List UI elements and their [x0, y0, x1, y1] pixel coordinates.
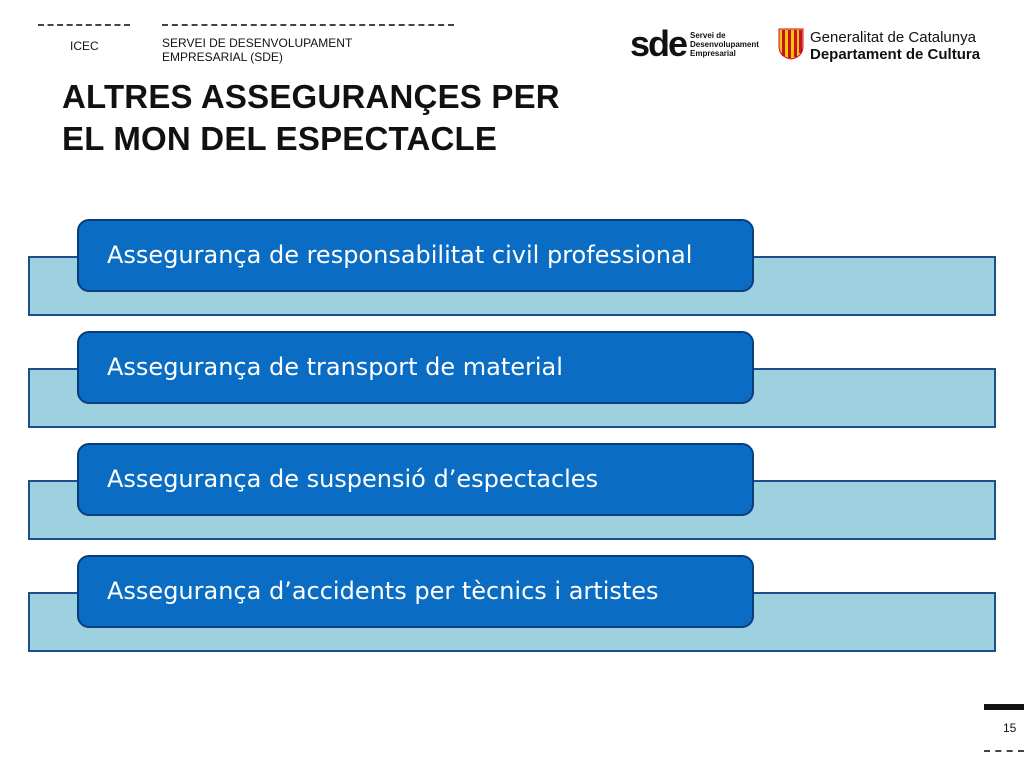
org-short-label: ICEC — [70, 39, 99, 53]
list-item: Assegurança de suspensió d’espectacles — [77, 443, 754, 516]
sde-logo — [630, 23, 759, 66]
sde-logo-sub1: Servei de — [690, 31, 726, 40]
page-number: 15 — [1003, 721, 1017, 735]
list-item: Assegurança de transport de material — [77, 331, 754, 404]
generalitat-logo-text — [810, 29, 980, 63]
header-divider-left — [38, 24, 130, 26]
generalitat-logo-line1: Generalitat de Catalunya — [810, 29, 976, 46]
service-name-line2: EMPRESARIAL (SDE) — [162, 50, 283, 64]
list-item: Assegurança d’accidents per tècnics i artistes — [77, 555, 754, 628]
generalitat-logo-line2: Departament de Cultura — [810, 46, 981, 63]
generalitat-emblem-icon — [778, 28, 804, 60]
service-name-line1: SERVEI DE DESENVOLUPAMENT — [162, 36, 353, 50]
sde-logo-sub2: Desenvolupament — [690, 40, 759, 49]
footer-divider — [984, 750, 1024, 752]
sde-logo-subtitle — [690, 31, 759, 58]
page-title-line1: ALTRES ASSEGURANÇES PER — [62, 78, 560, 115]
generalitat-logo — [778, 28, 988, 64]
page-title — [62, 76, 560, 160]
sde-logo-sub3: Empresarial — [690, 49, 736, 58]
service-name — [162, 36, 352, 64]
header-divider-right — [162, 24, 454, 26]
sde-logo-letters: sde — [630, 23, 687, 64]
list-item: Assegurança de responsabilitat civil professional — [77, 219, 754, 292]
page-number-bar — [984, 704, 1024, 710]
page-title-line2: EL MON DEL ESPECTACLE — [62, 120, 498, 157]
